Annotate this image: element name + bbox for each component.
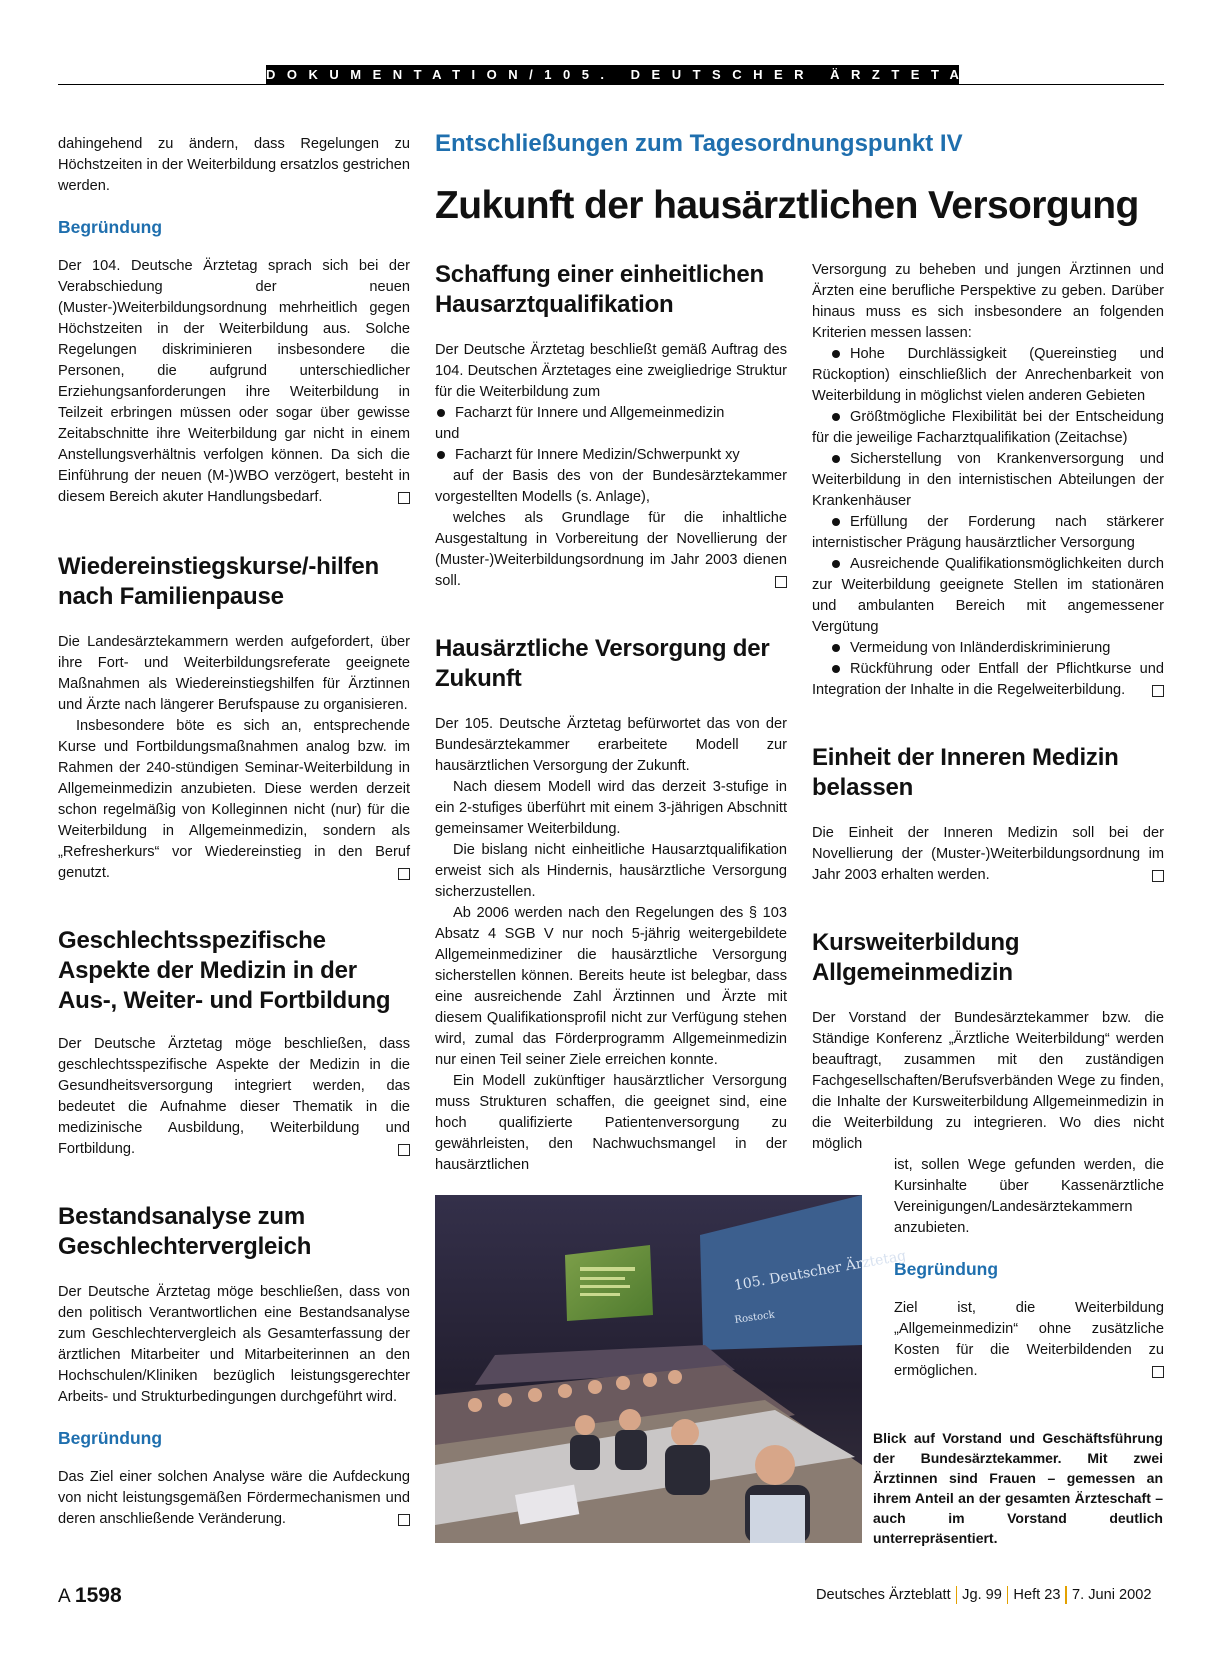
- begruendung-paragraph: Ziel ist, die Weiterbildung „Allgemeinmedizin“ ohne zusätzliche Kosten für die Weiterbildenden zu ermöglichen.: [894, 1300, 1164, 1379]
- list-item-text: Erfüllung der Forderung nach stärkerer internistischer Prägung hausärztlicher Versorgung: [812, 514, 1164, 551]
- paragraph: Der 105. Deutsche Ärztetag befürwortet das von der Bundesärztekammer erarbeitete Modell zur hausärztlichen Versorgung der Zukunft.: [435, 716, 787, 774]
- list-item-text: Rückführung oder Entfall der Pflichtkurse und Integration der Inhalte in die Regelweiterbildung.: [812, 661, 1164, 698]
- bullet-icon: [832, 350, 840, 358]
- page-number: [58, 1584, 122, 1608]
- list-item: [812, 449, 1164, 512]
- paragraph: welches als Grundlage für die inhaltliche Ausgestaltung in Vorbereitung der Novellierung der (Muster-)Weiterbildungsordnung im Jahr 2003 dienen soll.: [435, 510, 787, 589]
- journal-issue: Heft 23: [1013, 1586, 1061, 1603]
- conference-photo-image: [435, 1195, 908, 1543]
- journal-name: Deutsches Ärzteblatt: [816, 1586, 951, 1603]
- separator: [1065, 1586, 1067, 1604]
- column-1: [58, 134, 410, 1530]
- end-mark-icon: [398, 1144, 410, 1156]
- bullet-icon: [832, 665, 840, 673]
- paragraph: Der Deutsche Ärztetag möge beschließen, dass geschlechtsspezifische Aspekte der Medizin in die Gesundheitsversorgung integriert werden, das bedeutet die Aufnahme dieser Thematik in die medizinische Ausbildung, Weiterbildung und Fortbildung.: [58, 1036, 410, 1157]
- paragraph: ist, sollen Wege gefunden werden, die Kursinhalte über Kassenärztliche Vereinigungen/Landesärztekammern anzubieten.: [894, 1157, 1164, 1236]
- end-mark-icon: [398, 1514, 410, 1526]
- section-heading: Einheit der Inneren Medizin belassen: [812, 744, 1119, 801]
- conference-photo: [435, 1195, 908, 1543]
- page-number-value: 1598: [74, 1584, 122, 1607]
- begruendung-heading: Begründung: [58, 1428, 163, 1448]
- section-heading: Hausärztliche Versorgung der Zukunft: [435, 635, 770, 692]
- end-mark-icon: [1152, 685, 1164, 697]
- paragraph: Ein Modell zukünftiger hausärztlicher Versorgung muss Strukturen schaffen, die geeignet sind, eine hoch qualifizierte Patientenversorgung zu gewährleisten, den Nachwuchsmangel in der hausärztlichen: [435, 1073, 787, 1173]
- list-item-text: Hohe Durchlässigkeit (Quereinstieg und Rückoption) einschließlich der Anrechenbarkeit von Weiterbildung in möglichst vielen anderen Gebieten: [812, 346, 1164, 404]
- column-3: [812, 260, 1164, 1382]
- list-item-text: Sicherstellung von Krankenversorgung und Weiterbildung in den internistischen Abteilungen der Krankenhäuser: [812, 451, 1164, 509]
- header-rule: [58, 84, 1164, 85]
- end-mark-icon: [398, 868, 410, 880]
- bullet-icon: [832, 455, 840, 463]
- journal-date: 7. Juni 2002: [1071, 1586, 1152, 1603]
- list-item-text: Ausreichende Qualifikationsmöglichkeiten durch zur Weiterbildung geeignete Stellen im stationären und ambulanten Bereich mit angemessener Vergütung: [812, 556, 1164, 635]
- paragraph: Die Einheit der Inneren Medizin soll bei der Novellierung der (Muster-)Weiterbildungsordnung im Jahr 2003 erhalten werden.: [812, 825, 1164, 883]
- list-item: [812, 344, 1164, 407]
- section-heading: Wiedereinstiegskurse/-hilfen nach Familienpause: [58, 553, 379, 610]
- intro-paragraph: dahingehend zu ändern, dass Regelungen zu Höchstzeiten in der Weiterbildung ersatzlos gestrichen werden.: [58, 136, 410, 194]
- list-item: [812, 512, 1164, 554]
- separator: [1007, 1586, 1009, 1604]
- list-item: Facharzt für Innere Medizin/Schwerpunkt xy: [435, 445, 787, 466]
- paragraph: Ab 2006 werden nach den Regelungen des § 103 Absatz 4 SGB V nur noch 5-jährig weitergebildete Allgemeinmediziner die hausärztliche Versorgung sicherstellen können. Bereits heute ist belegbar, dass eine ausreichende Zahl Ärztinnen und Ärzte mit diesem Qualifikationsprofil nicht zur Verfügung stehen wird, zumal das Förderprogramm Allgemeinmedizin nur einen Teil seiner Ziele erreichen konnte.: [435, 905, 787, 1068]
- begruendung-paragraph: Der 104. Deutsche Ärztetag sprach sich bei der Verabschiedung der neuen (Muster-)Weiterbildungsordnung mehrheitlich gegen Höchstzeiten in der Weiterbildung aus. Solche Regelungen diskriminieren insbesondere die Personen, die aufgrund unterschiedlicher Erziehungsanforderungen ihre Weiterbildung in Teilzeit erbringen müssen oder sogar über gewisse Zeitabschnitte ihre Weiterbildung gar nicht in einem Anstellungsverhältnis verfolgen können. Da sich die Einführung der neuen (M-)WBO verzögert, besteht in diesem Bereich akuter Handlungsbedarf.: [58, 258, 410, 505]
- section-heading: Bestandsanalyse zum Geschlechtervergleich: [58, 1203, 312, 1260]
- list-item: Facharzt für Innere und Allgemeinmedizin: [435, 403, 787, 424]
- list-item: [812, 638, 1164, 659]
- section-header-bar: DOKUMENTATION/105. DEUTSCHER ÄRZTETAG: [266, 65, 959, 85]
- column-2: [435, 260, 787, 1176]
- journal-volume: Jg. 99: [962, 1586, 1002, 1603]
- section-heading: Geschlechtsspezifische Aspekte der Medizin in der Aus-, Weiter- und Fortbildung: [58, 927, 391, 1014]
- section-heading: Kursweiterbildung Allgemeinmedizin: [812, 929, 1020, 986]
- criteria-list: [812, 344, 1164, 701]
- journal-footer: [816, 1586, 1152, 1604]
- begruendung-paragraph: Das Ziel einer solchen Analyse wäre die Aufdeckung von nicht leistungsgemäßen Fördermechanismen und deren anschließende Veränderung.: [58, 1469, 410, 1527]
- begruendung-heading: Begründung: [894, 1259, 999, 1279]
- paragraph: Nach diesem Modell wird das derzeit 3-stufige in ein 2-stufiges überführt mit einem 3-jährigen Abschnitt gemeinsamer Weiterbildung.: [435, 779, 787, 837]
- bullet-icon: [437, 451, 445, 459]
- paragraph: Insbesondere böte es sich an, entsprechende Kurse und Fortbildungsmaßnahmen analog bzw. im Rahmen der 240-stündigen Seminar-Weiterbildung in Allgemeinmedizin anzubieten. Diese werden derzeit schon regelmäßig von Kolleginnen nicht (nur) für die Weiterbildung in Allgemeinmedizin, sondern als „Refresherkurs“ vor Wiedereinstieg in den Beruf genutzt.: [58, 718, 410, 881]
- article-subtitle: Entschließungen zum Tagesordnungspunkt IV: [435, 130, 963, 157]
- bullet-icon: [437, 409, 445, 417]
- paragraph: auf der Basis des von der Bundesärztekammer vorgestellten Modells (s. Anlage),: [435, 468, 787, 505]
- list-item: [812, 407, 1164, 449]
- paragraph: Die bislang nicht einheitliche Hausarztqualifikation erweist sich als Hindernis, hausärztliche Versorgung sicherzustellen.: [435, 842, 787, 900]
- end-mark-icon: [1152, 870, 1164, 882]
- page-prefix: A: [58, 1586, 70, 1607]
- bullet-icon: [832, 560, 840, 568]
- list-item: [812, 554, 1164, 638]
- screen-text-1: 105. Deutscher Ärztetag: [732, 1247, 908, 1294]
- list-item-text: Vermeidung von Inländerdiskriminierung: [850, 640, 1111, 656]
- end-mark-icon: [775, 576, 787, 588]
- paragraph: und: [435, 426, 460, 442]
- paragraph: Die Landesärztekammern werden aufgefordert, über ihre Fort- und Weiterbildungsreferate geeignete Maßnahmen als Wiedereinstiegshilfen für Ärztinnen und Ärzte nach längerer Berufspause zu organisieren.: [58, 634, 410, 713]
- photo-caption: Blick auf Vorstand und Geschäftsführung der Bundesärztekammer. Mit zwei Ärztinnen sind Frauen – gemessen an ihrem Anteil an der gesamten Ärzteschaft – auch im Vorstand deutlich unterrepräsentiert.: [873, 1430, 1163, 1546]
- bullet-icon: [832, 518, 840, 526]
- bullet-icon: [832, 644, 840, 652]
- list-item: [812, 659, 1164, 701]
- list-item-text: Größtmögliche Flexibilität bei der Entscheidung für die jeweilige Facharztqualifikation (Zeitachse): [812, 409, 1164, 446]
- paragraph: Der Vorstand der Bundesärztekammer bzw. die Ständige Konferenz „Ärztliche Weiterbildung“ werden beauftragt, zusammen mit den zuständigen Fachgesellschaften/Berufsverbänden Wege zu finden, die Inhalte der Kursweiterbildung Allgemeinmedizin in die Weiterbildung zu integrieren. Wo dies nicht möglich: [812, 1010, 1164, 1152]
- article-title: Zukunft der hausärztlichen Versorgung: [435, 184, 1139, 227]
- paragraph: Der Deutsche Ärztetag möge beschließen, dass von den politisch Verantwortlichen eine Bestandsanalyse zum Geschlechtervergleich als Gesamterfassung der ärztlichen Mitarbeiter und Mitarbeiterinnen an den Hochschulen/Kliniken bezüglich leistungsgerechter Arbeits- und Strukturbedingungen durchgeführt wird.: [58, 1284, 410, 1405]
- screen-text-2: Rostock: [733, 1309, 776, 1326]
- begruendung-heading: Begründung: [58, 217, 163, 237]
- end-mark-icon: [398, 492, 410, 504]
- end-mark-icon: [1152, 1366, 1164, 1378]
- paragraph: Versorgung zu beheben und jungen Ärztinnen und Ärzten eine berufliche Perspektive zu geben. Darüber hinaus muss es sich insbesondere an folgenden Kriterien messen lassen:: [812, 262, 1164, 341]
- bullet-icon: [832, 413, 840, 421]
- paragraph: Der Deutsche Ärztetag beschließt gemäß Auftrag des 104. Deutschen Ärztetages eine zweigliedrige Struktur für die Weiterbildung zum: [435, 342, 787, 400]
- section-heading: Schaffung einer einheitlichen Hausarztqualifikation: [435, 261, 764, 318]
- separator: [956, 1586, 958, 1604]
